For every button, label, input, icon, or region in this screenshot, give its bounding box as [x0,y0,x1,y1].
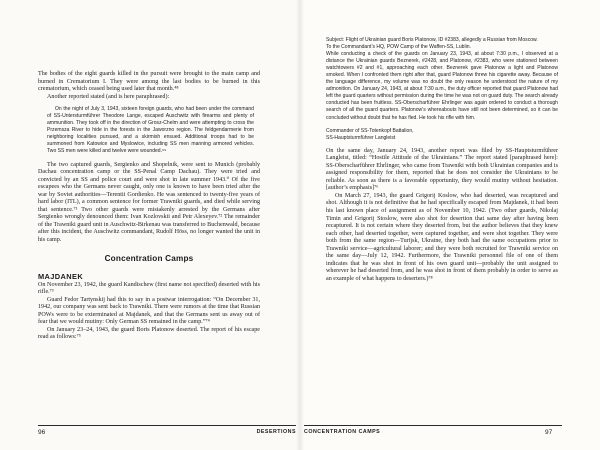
block-quote: On the night of July 3, 1943, sixteen foreign guards, who had been under the command of SS-Untersturmführer Theodore Lange, escaped Auschwitz with firearms and plenty of ammunition. They took off in the direction of Grosz-Chelm and were attempting to cross the Przemsza River to hide in the forests in the Jaworzno region. The feldgendarmerie from neighboring localities pursued, and a skirmish ensued. Additional troops had to be summoned from Katowice and Myslowice, including SS men manning armored vehicles. Two SS men were killed and twelve were wounded.⁶⁹ [47,106,254,155]
footer-rule [38,425,296,426]
running-head: CONCENTRATION CAMPS [304,429,381,435]
body-paragraph: On January 23–24, 1943, the guard Boris Platonow deserted. The report of his escape read as follows:⁷⁵ [38,326,260,341]
right-page [300,0,600,450]
report-subject: Subject: Flight of Ukrainian guard Boris Platonow, ID #2383, allegedly a Russian from Moscow. [326,37,538,43]
running-head: DESERTIONS [256,429,296,435]
body-paragraph: The two captured guards, Sergienko and Shopelnik, were sent to Munich (probably Dachau concentration camp or the SS-Penal Camp Dachau). They were tried and convicted by an SS and police court and were shot in late summer 1943.⁰ Of the five escapees who the Germans never caught, only one is known to have been tried after the war by Soviet authorities—Terentii Gordienko. He was sentenced to twenty-five years of hard labor (ITL), a common sentence for former Trawniki guards, and died while serving that sentence.⁷¹ Two other guards were mistakenly arrested by the Germans after Sergienko wrongly denounced them: Ivan Kozlovskii and Petr Alexeyev.⁷² The remainder of the Trawniki guard unit in Auschwitz-Birkenau was transferred to Buchenwald, because after this incident, the Auschwitz commandant, Rudolf Höss, no longer wanted the unit in his camp. [38,161,260,243]
footer-rule [304,425,562,426]
body-paragraph: On November 23, 1942, the guard Kandischew (first name not specified) deserted with his rifle.⁷³ [38,281,260,296]
body-paragraph: Another reported stated (and is here paraphrased): [47,93,170,100]
book-gutter [296,0,304,450]
signature-name: SS-Hauptsturmführer Langleist [326,134,396,141]
body-paragraph: Guard Fedor Tartynskij had this to say in a postwar interrogation: “On December 31, 1942, our company was sent back to Trawniki. There were rumors at the time that Russian POWs were to be exterminated at Majdanek, and that the Germans sent us away out of fear that we would mutiny: Only German SS remained in the camp.”⁷⁴ [38,296,260,326]
page-number: 96 [38,429,46,436]
body-paragraph: The bodies of the eight guards killed in the pursuit were brought to the main camp and burned in Crematorium I. They were among the last bodies to be burned in this crematorium, which ceased being used later that month.⁴⁸ [38,71,260,93]
sub-heading: MAJDANEK [38,271,84,281]
left-text-column [38,71,260,342]
page-number: 97 [545,429,553,436]
report-body: While conducting a check of the guards on January 23, 1943, at about 7:30 p.m., I observed at a distance the Ukrainian guards Beznerek, #2428, and Platonow, #2383, who were stationed between watchtowers #2 and #1, approaching each other. Beznerek gave Platonow a light and Platonow smoked. When I confronted them right after that, guard Platonow threw his cigarette away. Because of the language difference, my volume was no doubt the only reason he understood the nature of my admonition. On January 24, 1943, at about 7:30 a.m., the duty officer reported that guard Platonow had left the guard quarters without permission during the time he was not on guard duty. The search already conducted has been fruitless. SS-Oberscharführer Ehrlinger was again ordered to conduct a thorough search of all the guard quarters. Platonow’s whereabouts have still not been determined, so it can be concluded without doubt that he has fled. He took his rifle with him. [326,51,558,121]
signature-title: Commander of SS-Totenkopf Battalion, [326,127,414,134]
section-heading: Concentration Camps [104,253,194,263]
body-paragraph: On March 27, 1943, the guard Grigorij Koslow, who had deserted, was recaptured and shot. Although it is not definitive that he had specifically escaped from Majdanek, it had been his last known place of assignment as of November 10, 1942. (Two other guards, Nikolaj Timin and Grigorij Stoslow, were also shot for desertion that same day after having been recaptured. It is not certain where they deserted from, but the author believes that they knew each other, had deserted together, were captured together, and were shot together. They were both from the same region—Turijsk, Ukraine, they both had the same occupations prior to Trawniki service—agricultural laborer; and they were both recruited for Trawniki service on the same day—July 12, 1942. Furthermore, the Trawniki personnel file of one of them indicates that he was shot in front of his own guard unit—probably the unit assigned to wherever he had deserted from, and he was shot in front of them probably in order to serve as an example of what happens to deserters.)⁷⁸ [326,192,558,282]
right-text-column [326,37,558,284]
body-paragraph: On the same day, January 24, 1943, another report was filed by SS-Hauptsturmführer Langleist, titled: “Hostile Attitude of the Ukrainians.” The report stated [paraphrased here]: SS-Oberscharführer Ehrlinger, who came from Trawniki with both Ukrainian companies and is assigned responsibility for them, reported that he does not consider the Ukrainians to be reliable. As soon as there is a favorable opportunity, they would mutiny without hesitation. [author’s emphasis]⁷⁶ [326,147,558,192]
report-recipient: To the Commandant’s HQ, POW Camp of the Waffen-SS, Lublin. [326,44,471,51]
